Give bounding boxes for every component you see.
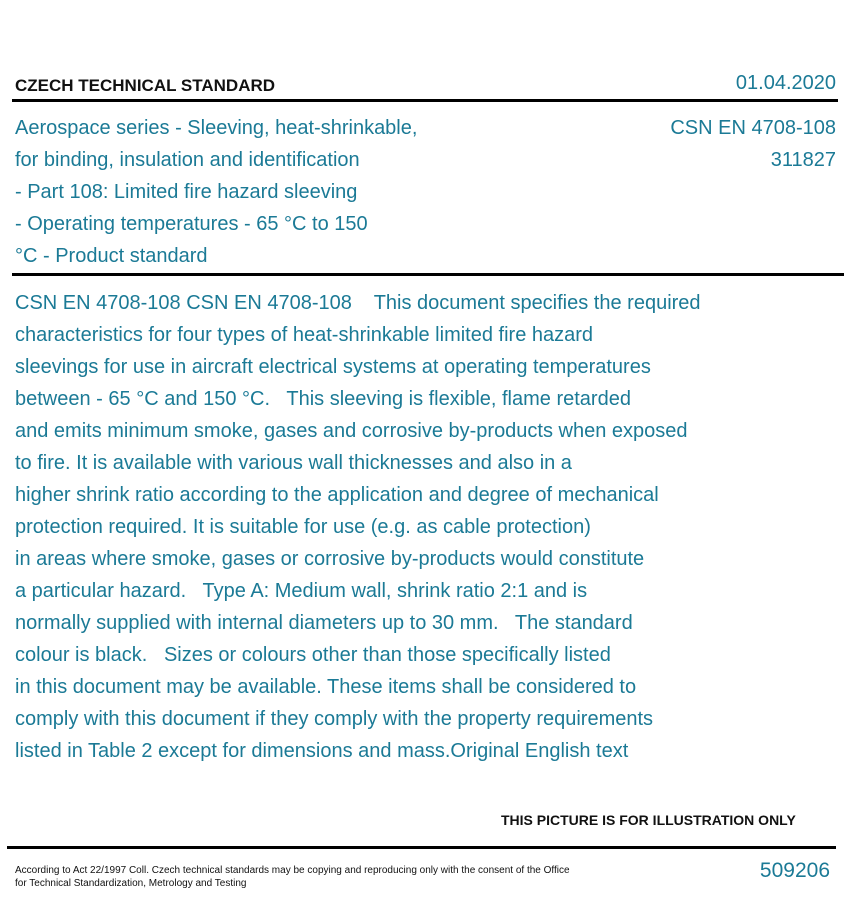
title-divider (12, 273, 844, 276)
standard-title (15, 112, 417, 272)
catalog-number: 509206 (759, 859, 830, 882)
title-line: - Operating temperatures - 65 °C to 150 (15, 213, 368, 235)
abstract-line: CSN EN 4708-108 CSN EN 4708-108 This document specifies the required (15, 292, 701, 314)
abstract-line: between - 65 °C and 150 °C. This sleeving is flexible, flame retarded (15, 388, 631, 410)
abstract-line: characteristics for four types of heat-shrinkable limited fire hazard (15, 324, 594, 346)
abstract-line: and emits minimum smoke, gases and corrosive by-products when exposed (15, 420, 688, 442)
abstract-text (15, 287, 701, 767)
title-line: - Part 108: Limited fire hazard sleeving (15, 181, 358, 203)
abstract-line: to fire. It is available with various wall thicknesses and also in a (15, 452, 572, 474)
abstract-line: listed in Table 2 except for dimensions and mass.Original English text (15, 740, 629, 762)
abstract-line: sleevings for use in aircraft electrical systems at operating temperatures (15, 356, 651, 378)
abstract-line: colour is black. Sizes or colours other than those specifically listed (15, 644, 611, 666)
standard-identifier (670, 112, 836, 176)
abstract-line: comply with this document if they comply with the property requirements (15, 708, 654, 730)
title-line: °C - Product standard (15, 245, 208, 267)
title-line: for binding, insulation and identification (15, 149, 360, 171)
abstract-line: a particular hazard. Type A: Medium wall, shrink ratio 2:1 and is (15, 580, 588, 602)
abstract-line: protection required. It is suitable for use (e.g. as cable protection) (15, 516, 591, 538)
abstract-line: in this document may be available. These items shall be considered to (15, 676, 637, 698)
copyright-notice (15, 864, 570, 890)
standard-code: CSN EN 4708-108 (670, 117, 836, 139)
illustration-notice: THIS PICTURE IS FOR ILLUSTRATION ONLY (501, 812, 796, 828)
footer-divider (7, 846, 836, 849)
title-line: Aerospace series - Sleeving, heat-shrinkable, (15, 117, 418, 139)
copyright-line: for Technical Standardization, Metrology and Testing (15, 878, 247, 889)
abstract-line: higher shrink ratio according to the application and degree of mechanical (15, 484, 659, 506)
publication-date: 01.04.2020 (735, 72, 836, 94)
abstract-line: normally supplied with internal diameters up to 30 mm. The standard (15, 612, 633, 634)
document-header-title: CZECH TECHNICAL STANDARD (15, 76, 276, 95)
header-divider (12, 99, 838, 102)
standard-number: 311827 (770, 149, 836, 171)
copyright-line: According to Act 22/1997 Coll. Czech technical standards may be copying and reproducing only with the consent of the Office (15, 865, 570, 876)
abstract-line: in areas where smoke, gases or corrosive by-products would constitute (15, 548, 645, 570)
